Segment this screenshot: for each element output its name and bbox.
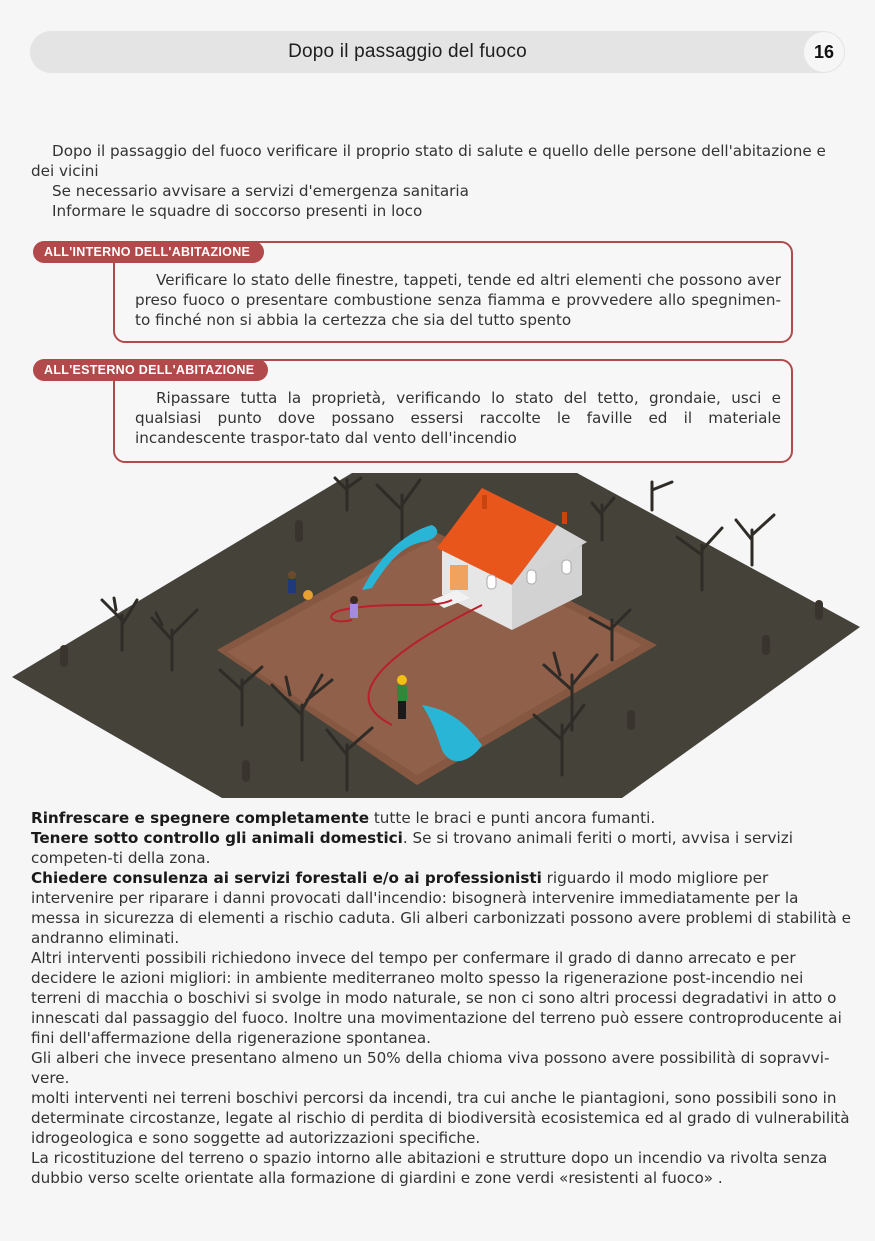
- intro-line: Dopo il passaggio del fuoco verificare il proprio stato di salute e quello delle persone dell'abitazione e dei vicini: [31, 142, 826, 180]
- page-number: 16: [804, 32, 844, 72]
- intro-line: Se necessario avvisare a servizi d'emergenza sanitaria: [52, 182, 469, 200]
- intro-section: [31, 141, 851, 221]
- paragraph: Altri interventi possibili richiedono invece del tempo per confermare il grado di danno arrecato e per decidere le azioni migliori: in ambiente mediterraneo molto spesso la rigenerazione post-incendio nei terreni di macchia o boschivi si svolge in modo naturale, se non ci sono altri processi degradativi in atto o innescati dal passaggio del fuoco. Inoltre una movimentazione del terreno può essere controproducente ai fini dell'affermazione della rigenerazione spontanea.: [31, 949, 842, 1047]
- intro-line: Informare le squadre di soccorso presenti in loco: [52, 202, 423, 220]
- page-header: [30, 31, 845, 73]
- page-title: Dopo il passaggio del fuoco: [288, 41, 527, 62]
- paragraph: Rinfrescare e spegnere completamente tutte le braci e punti ancora fumanti.: [31, 809, 656, 827]
- paragraph: Tenere sotto controllo gli animali domestici. Se si trovano animali feriti o morti, avvisa i servizi competen-ti della zona.: [31, 829, 793, 867]
- inside-home-text: Verificare lo stato delle finestre, tappeti, tende ed altri elementi che possono aver preso fuoco o presentare combustione senza fiamma e provvedere allo spegnimen-to finché non si abbia la certezza che sia del tutto spento: [135, 271, 781, 329]
- inside-home-label: ALL'INTERNO DELL'ABITAZIONE: [33, 241, 264, 263]
- burnt-property-illustration: [12, 470, 862, 800]
- paragraph: La ricostituzione del terreno o spazio intorno alle abitazioni e strutture dopo un incendio va rivolta senza dubbio verso scelte orientate alla formazione di giardini e zone verdi «resistenti al fuoco» .: [31, 1149, 828, 1187]
- paragraph: molti interventi nei terreni boschivi percorsi da incendi, tra cui anche le piantagioni, sono possibili sono in determinate circostanze, legate al rischio di perdita di biodiversità ecosistemica ed al grado di vulnerabilità idrogeologica e sono soggette ad autorizzazioni specifiche.: [31, 1089, 850, 1147]
- outside-home-label: ALL'ESTERNO DELL'ABITAZIONE: [33, 359, 268, 381]
- body-text: [31, 808, 851, 1188]
- outside-home-text: Ripassare tutta la proprietà, verificando lo stato del tetto, grondaie, usci e qualsiasi punto dove possano essersi raccolte le faville ed il materiale incandescente traspor-tato dal vento dell'incendio: [135, 389, 781, 447]
- paragraph: Gli alberi che invece presentano almeno un 50% della chioma viva possono avere possibilità di sopravvi-vere.: [31, 1049, 830, 1087]
- paragraph: Chiedere consulenza ai servizi forestali e/o ai professionisti riguardo il modo migliore per intervenire per riparare i danni provocati dall'incendio: bisognerà intervenire immediatamente per la messa in sicurezza di elementi a rischio caduta. Gli alberi carbonizzati possono avere problemi di stabilità e andranno eliminati.: [31, 869, 852, 947]
